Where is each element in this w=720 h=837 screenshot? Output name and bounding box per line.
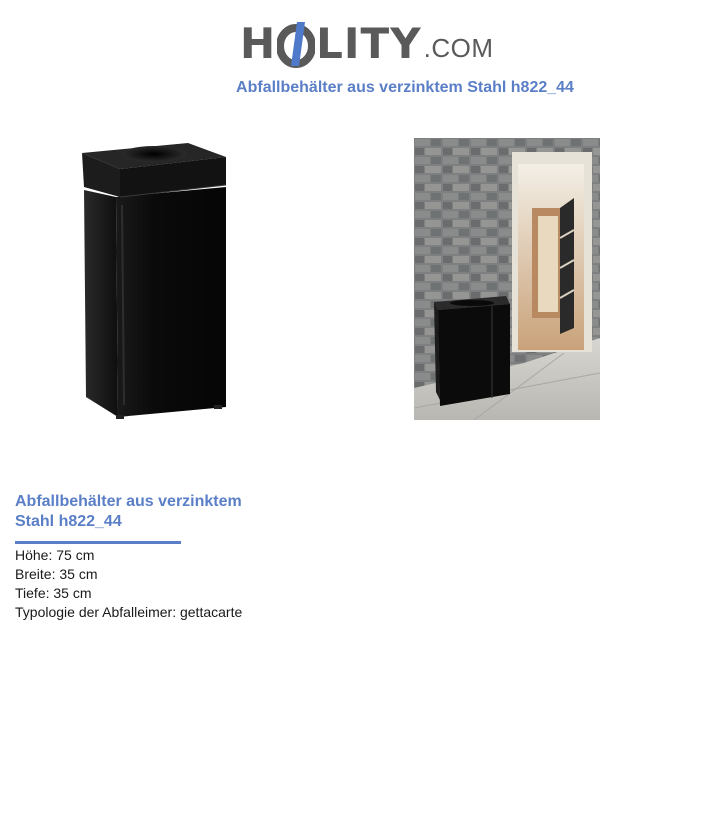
page-title: Abfallbehälter aus verzinktem Stahl h822_44 <box>236 79 574 96</box>
spec-type: Typologie der Abfalleimer: gettacarte <box>15 604 243 620</box>
waste-bin-image <box>76 135 236 425</box>
waste-bin-product-photo <box>76 135 236 425</box>
brand-logo[interactable] <box>240 12 494 68</box>
spec-height: Höhe: 75 cm <box>15 547 95 563</box>
spec-depth: Tiefe: 35 cm <box>15 585 92 601</box>
waste-bin-in-room-photo <box>414 138 600 420</box>
logo-letter-h: H <box>240 19 277 68</box>
room-scene-image <box>414 138 600 420</box>
logo-letters-lity: LITY <box>316 19 422 68</box>
logo-o-icon <box>277 20 315 68</box>
product-specs <box>15 546 242 622</box>
product-heading: Abfallbehälter aus verzinktem Stahl h822_44 <box>15 493 242 530</box>
heading-divider <box>15 541 181 544</box>
spec-width: Breite: 35 cm <box>15 566 98 582</box>
logo-wordmark <box>240 20 422 68</box>
logo-suffix: .COM <box>423 33 494 63</box>
